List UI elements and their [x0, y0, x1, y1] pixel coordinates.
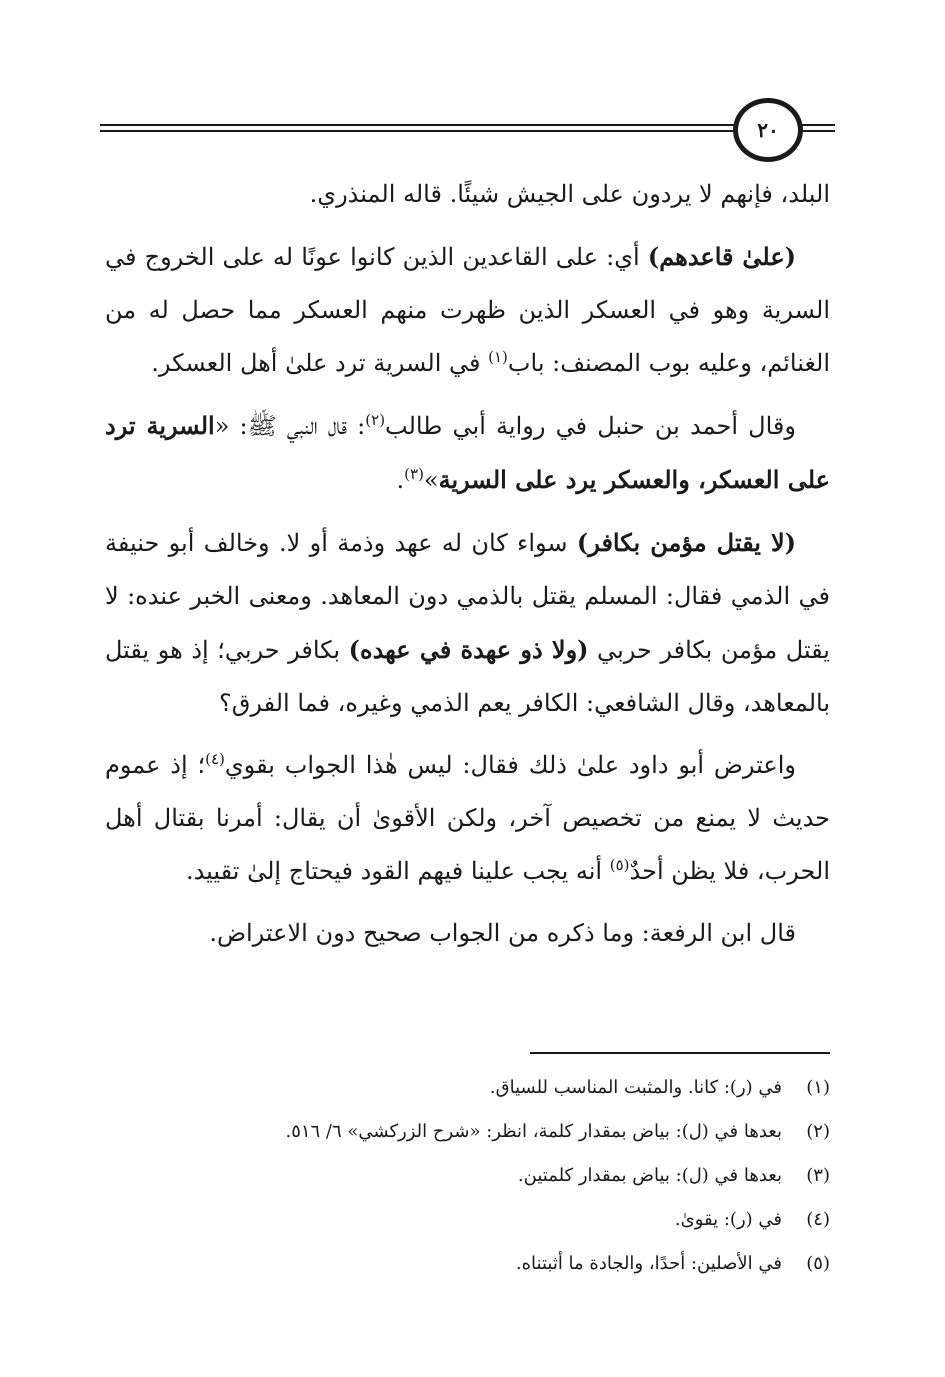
text-run: ؛ إذ عموم حديث لا يمنع من تخصيص آخر، ولكن الأقوىٰ أن يقال: أمرنا بقتال أهل الحرب، فلا يظن أحدٌ — [105, 751, 830, 885]
bold-text: (علىٰ قاعدهم) — [647, 242, 797, 271]
footnote-item — [120, 1110, 830, 1154]
header-rule-top — [100, 124, 835, 126]
text-run: سواء كان له عهد وذمة أو لا. وخالف أبو حنيفة في الذمي فقال: المسلم يقتل بالذمي دون المعاهد. ومعنى الخبر عنده: لا يقتل مؤمن بكافر حربي — [105, 529, 830, 664]
footnote-text: بعدها في (ل): بياض بمقدار كلمة، انظر: «شرح الزركشي» ٦/ ٥١٦. — [285, 1121, 782, 1142]
page-number-badge — [733, 98, 803, 162]
footnote-ref: (١) — [488, 348, 508, 366]
footnote-number: (٤) — [806, 1209, 830, 1230]
bold-text: السرية ترد على العسكر، والعسكر يرد على السرية — [105, 411, 830, 494]
paragraph — [105, 907, 830, 960]
footnote-item — [120, 1066, 830, 1110]
footnote-number: (٢) — [806, 1121, 830, 1142]
footnote-item — [120, 1198, 830, 1242]
page-header — [100, 98, 835, 168]
main-text — [105, 168, 830, 969]
paragraph — [105, 399, 830, 507]
paragraph — [105, 739, 830, 898]
paragraph — [105, 230, 830, 390]
footnotes — [120, 1066, 830, 1286]
paragraph — [105, 516, 830, 730]
text-run: بكافر حربي؛ إذ هو يقتل بالمعاهد، وقال الشافعي: الكافر يعم الذمي وغيره، فما الفرق؟ — [105, 636, 830, 717]
text-run: وقال أحمد بن حنبل في رواية أبي طالب — [385, 412, 796, 440]
footnote-text: في الأصلين: أحدًا، والجادة ما أثبتناه. — [515, 1253, 782, 1274]
bold-text: (لا يقتل مؤمن بكافر) — [576, 528, 796, 557]
bold-text: (ولا ذو عهدة في عهده) — [348, 635, 589, 664]
footnote-ref: (٣) — [404, 465, 424, 483]
footnote-text: بعدها في (ل): بياض بمقدار كلمتين. — [517, 1165, 782, 1186]
footnote-text: في (ر): كانا. والمثبت المناسب للسياق. — [489, 1077, 782, 1098]
footnote-text: في (ر): يقوىٰ. — [674, 1209, 782, 1230]
text-run: أي: على القاعدين الذين كانوا عونًا له على الخروج في السرية وهو في العسكر الذين ظهرت منهم العسكر مما حصل له من الغنائم، وعليه بوب المصنف: باب — [105, 243, 830, 377]
page-number: ٢٠ — [757, 118, 779, 142]
text-run: واعترض أبو داود علىٰ ذلك فقال: ليس هٰذا الجواب بقوي — [224, 751, 796, 779]
text-run: » — [423, 466, 439, 494]
text-run: البلد، فإنهم لا يردون على الجيش شيئًا. قاله المنذري. — [309, 180, 830, 208]
footnote-separator — [530, 1052, 830, 1054]
footnote-number: (١) — [806, 1077, 830, 1098]
footnote-ref: (٢) — [365, 411, 386, 429]
footnote-ref: (٥) — [609, 856, 630, 874]
text-run: في السرية ترد علىٰ أهل العسكر. — [151, 349, 489, 377]
text-run: قال ابن الرفعة: وما ذكره من الجواب صحيح دون الاعتراض. — [209, 919, 796, 947]
footnote-ref: (٤) — [205, 750, 225, 768]
header-rule-bottom — [100, 130, 835, 132]
footnote-number: (٥) — [806, 1253, 830, 1274]
text-run: أنه يجب علينا فيهم القود فيحتاج إلىٰ تقييد. — [185, 857, 610, 885]
text-run: : قال النبي ﷺ: « — [214, 412, 366, 440]
footnote-number: (٣) — [806, 1165, 830, 1186]
footnote-item — [120, 1242, 830, 1286]
paragraph — [105, 168, 830, 221]
text-run: . — [396, 466, 405, 494]
footnote-item — [120, 1154, 830, 1198]
